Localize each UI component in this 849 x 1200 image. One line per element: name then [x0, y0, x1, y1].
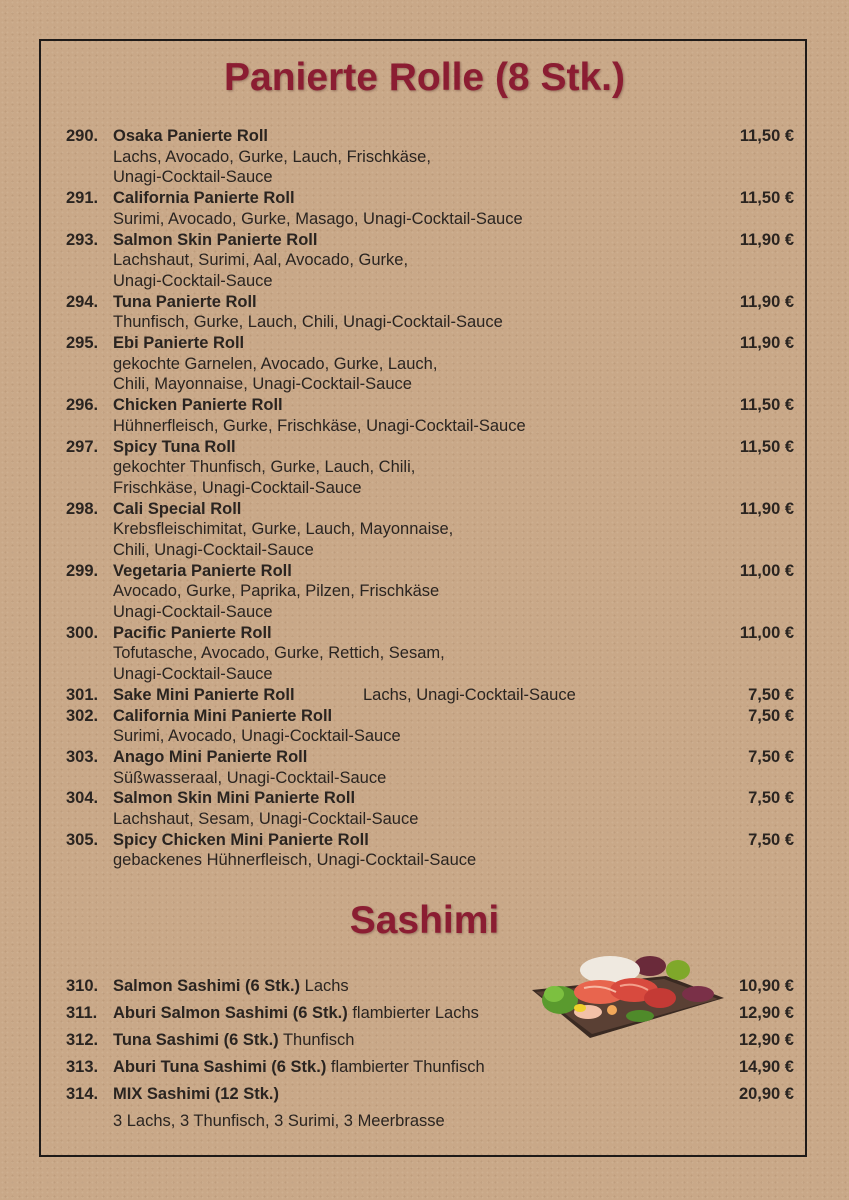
menu-item: [0, 685, 849, 706]
item-name: Salmon Skin Panierte Roll: [113, 230, 318, 249]
item-description: Chili, Unagi-Cocktail-Sauce: [113, 540, 314, 559]
item-price: 11,50 €: [739, 437, 794, 456]
item-name: Tuna Sashimi (6 Stk.): [113, 1031, 279, 1049]
item-number: 312.: [66, 1031, 99, 1049]
item-description: 3 Lachs, 3 Thunfisch, 3 Surimi, 3 Meerbrasse: [113, 1112, 445, 1130]
item-number: 301.: [66, 685, 99, 704]
item-description: Chili, Mayonnaise, Unagi-Cocktail-Sauce: [113, 375, 412, 394]
item-price: 11,90 €: [739, 334, 794, 352]
item-name: California Mini Panierte Roll: [113, 706, 333, 725]
item-name-line: [113, 1057, 485, 1078]
item-price: 11,90 €: [739, 230, 794, 249]
item-price: 11,50 €: [739, 127, 794, 145]
item-number: 313.: [66, 1058, 99, 1076]
menu-item: [0, 1057, 849, 1084]
item-number: 305.: [66, 830, 99, 849]
item-name: Osaka Panierte Roll: [113, 127, 268, 145]
item-price: 11,50 €: [739, 189, 794, 208]
item-price: 7,50 €: [748, 685, 794, 704]
item-name: Aburi Tuna Sashimi (6 Stk.): [113, 1058, 327, 1076]
item-name: Salmon Skin Mini Panierte Roll: [113, 789, 356, 808]
item-name: Anago Mini Panierte Roll: [113, 748, 308, 766]
item-name: MIX Sashimi (12 Stk.): [113, 1085, 279, 1103]
item-number: 314.: [66, 1085, 99, 1103]
item-description: Krebsfleischimitat, Gurke, Lauch, Mayonnaise,: [113, 520, 454, 539]
item-name-line: [113, 976, 349, 997]
item-description: gebackenes Hühnerfleisch, Unagi-Cocktail-Sauce: [113, 851, 477, 870]
item-price: 11,90 €: [739, 292, 794, 311]
item-description: Unagi-Cocktail-Sauce: [113, 665, 273, 684]
item-number: 291.: [66, 189, 99, 208]
item-description: flambierter Lachs: [352, 1004, 479, 1022]
menu-item: [0, 230, 849, 292]
item-number: 310.: [66, 977, 99, 995]
menu-item: [0, 747, 849, 788]
item-description: Lachs, Unagi-Cocktail-Sauce: [363, 685, 576, 704]
item-number: 294.: [66, 292, 99, 311]
item-name-line: [113, 1030, 355, 1051]
item-price: 11,00 €: [739, 623, 794, 642]
item-number: 293.: [66, 230, 99, 249]
item-number: 297.: [66, 437, 99, 456]
item-name: Spicy Chicken Mini Panierte Roll: [113, 830, 369, 849]
item-name: California Panierte Roll: [113, 189, 295, 208]
item-number: 295.: [66, 334, 99, 352]
item-description: Süßwasseraal, Unagi-Cocktail-Sauce: [113, 768, 387, 787]
item-description: gekochte Garnelen, Avocado, Gurke, Lauch,: [113, 354, 438, 373]
item-price: 12,90 €: [738, 1031, 794, 1049]
item-description: Tofutasche, Avocado, Gurke, Rettich, Sesam,: [113, 644, 445, 663]
item-number: 304.: [66, 789, 99, 808]
section-title-panierte-rolle: Panierte Rolle (8 Stk.): [224, 56, 625, 99]
item-price: 11,50 €: [739, 396, 794, 415]
item-price: 14,90 €: [738, 1058, 794, 1076]
item-name: Ebi Panierte Roll: [113, 334, 245, 352]
item-number: 298.: [66, 499, 99, 518]
item-name: Pacific Panierte Roll: [113, 623, 272, 642]
item-price: 7,50 €: [748, 830, 794, 849]
item-description: Thunfisch: [282, 1031, 355, 1049]
item-description: Unagi-Cocktail-Sauce: [113, 271, 273, 290]
item-price: 7,50 €: [748, 706, 794, 725]
item-name: Cali Special Roll: [113, 499, 242, 518]
menu-item: [0, 623, 849, 685]
item-description: Frischkäse, Unagi-Cocktail-Sauce: [113, 478, 362, 497]
item-number: 296.: [66, 396, 99, 415]
item-description: Lachs, Avocado, Gurke, Lauch, Frischkäse,: [113, 147, 431, 166]
menu-item: [0, 395, 849, 436]
item-description: Lachshaut, Surimi, Aal, Avocado, Gurke,: [113, 251, 409, 270]
item-number: 299.: [66, 561, 99, 580]
item-name-line: [113, 1084, 279, 1105]
item-name: Tuna Panierte Roll: [113, 292, 257, 311]
item-number: 290.: [66, 127, 99, 145]
item-description: Lachs: [304, 977, 349, 995]
item-price: 11,00 €: [739, 561, 794, 580]
item-price: 11,90 €: [739, 499, 794, 518]
item-description: Thunfisch, Gurke, Lauch, Chili, Unagi-Cocktail-Sauce: [113, 313, 503, 332]
menu-item: [0, 333, 849, 395]
menu-item: [0, 788, 849, 829]
item-price: 7,50 €: [748, 748, 794, 766]
item-name: Spicy Tuna Roll: [113, 437, 236, 456]
item-description: Lachshaut, Sesam, Unagi-Cocktail-Sauce: [113, 810, 419, 829]
menu-item: [0, 292, 849, 333]
item-price: 10,90 €: [738, 977, 794, 995]
item-name: Vegetaria Panierte Roll: [113, 561, 292, 580]
item-name: Salmon Sashimi (6 Stk.): [113, 977, 301, 995]
menu-item: [0, 706, 849, 747]
menu-item: [0, 126, 849, 188]
item-description: Unagi-Cocktail-Sauce: [113, 603, 273, 622]
item-price: 12,90 €: [738, 1004, 794, 1022]
item-description: Hühnerfleisch, Gurke, Frischkäse, Unagi-Cocktail-Sauce: [113, 416, 526, 435]
item-description: Avocado, Gurke, Paprika, Pilzen, Frischkäse: [113, 582, 440, 601]
item-number: 303.: [66, 748, 99, 766]
item-number: 302.: [66, 706, 99, 725]
item-name: Aburi Salmon Sashimi (6 Stk.): [113, 1004, 348, 1022]
item-description: gekochter Thunfisch, Gurke, Lauch, Chili,: [113, 458, 416, 477]
menu-item: [0, 437, 849, 499]
sashimi-plate-image: [528, 948, 728, 1046]
item-name: Sake Mini Panierte Roll: [113, 685, 295, 704]
item-description: Surimi, Avocado, Unagi-Cocktail-Sauce: [113, 727, 401, 746]
item-description: Unagi-Cocktail-Sauce: [113, 168, 273, 187]
menu-item: [0, 830, 849, 871]
item-description: flambierter Thunfisch: [330, 1058, 485, 1076]
item-price: 7,50 €: [748, 789, 794, 808]
menu-item: [0, 561, 849, 623]
item-price: 20,90 €: [738, 1085, 794, 1103]
item-number: 300.: [66, 623, 99, 642]
item-number: 311.: [66, 1004, 98, 1022]
item-name-line: [113, 1003, 479, 1024]
item-description: Surimi, Avocado, Gurke, Masago, Unagi-Cocktail-Sauce: [113, 209, 523, 228]
section-title-sashimi: Sashimi: [349, 899, 500, 942]
menu-item: [0, 188, 849, 229]
menu-item: [0, 1084, 849, 1111]
item-name: Chicken Panierte Roll: [113, 396, 283, 415]
menu-item: [0, 499, 849, 561]
